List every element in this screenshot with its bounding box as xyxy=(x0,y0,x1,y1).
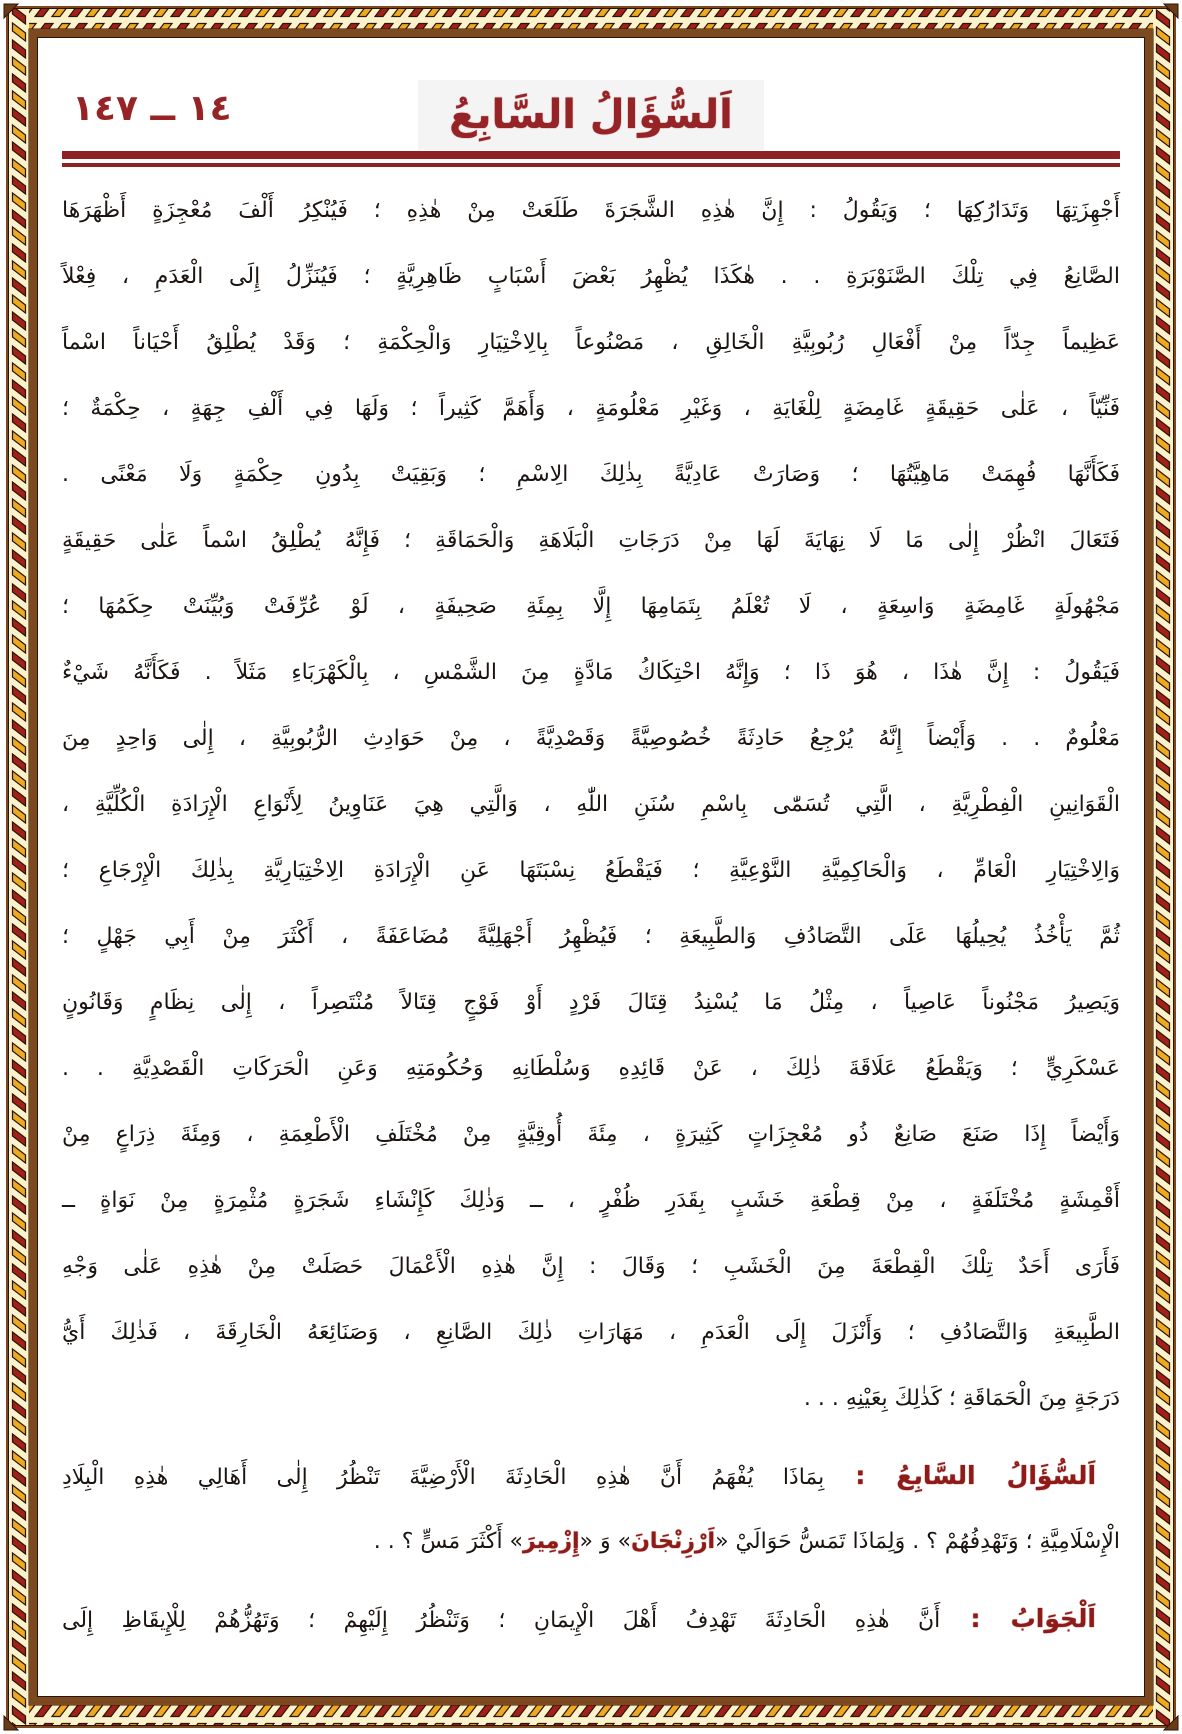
text-segment: عَسْكَرِيٍّ ؛ وَيَقْطَعُ عَلَاقَةَ ذٰلِكَ ، عَنْ قَائِدِهِ وَسُلْطَانِهِ وَحُكُومَتِهِ وَعَنِ الْحَرَكَاتِ الْقَصْدِيَّةِ . . xyxy=(62,1056,1120,1081)
body-text xyxy=(62,178,1120,1652)
text-line xyxy=(62,1168,1120,1234)
text-line xyxy=(62,1300,1120,1366)
text-segment: عَظِيماً جِدّاً مِنْ أَفْعَالِ رُبُوبِيَّةِ الْخَالِقِ ، مَصْنُوعاً بِالِاخْتِيَارِ وَالْحِكْمَةِ ؛ وَقَدْ يُطْلِقُ أَحْيَاناً اسْماً xyxy=(62,330,1120,355)
paragraph-lead: اَلْجَوَابُ : xyxy=(940,1604,1096,1633)
text-line xyxy=(62,772,1120,838)
text-line xyxy=(62,1509,1120,1575)
page-number: ١٤ ــ ١٤٧ xyxy=(72,88,232,129)
double-rule xyxy=(62,151,1120,167)
page-title: اَلسُّؤَالُ السَّابِعُ xyxy=(418,80,764,150)
text-segment: » وَ « xyxy=(579,1529,632,1554)
text-line xyxy=(62,244,1120,310)
text-line xyxy=(62,310,1120,376)
text-segment: الصَّانِعُ فِي تِلْكَ الصَّنَوْبَرَةِ . . هٰكَذَا يُظْهِرُ بَعْضَ أَسْبَابٍ ظَاهِرِيَّةٍ ؛ فَيُنَزِّلُ إِلَى الْعَدَمِ ، فِعْلاً xyxy=(62,264,1120,289)
text-line xyxy=(62,1234,1120,1300)
text-segment: فَيَقُولُ : إِنَّ هٰذَا ، هُوَ ذَا ؛ وَإِنَّهُ احْتِكَاكُ مَادَّةٍ مِنَ الشَّمْسِ ، بِالْكَهْرَبَاءِ مَثَلاً . فَكَأَنَّهُ شَيْءٌ xyxy=(62,660,1120,685)
text-segment: الطَّبِيعَةِ وَالتَّصَادُفِ ؛ وَأَنْزَلَ إِلَى الْعَدَمِ ، مَهَارَاتِ ذٰلِكَ الصَّانِعِ ، وَصَنَائِعَهُ الْخَارِقَةَ ، فَذٰلِكَ أَيُّ xyxy=(62,1320,1120,1345)
place-name: إِزْمِيرَ xyxy=(523,1529,580,1554)
text-segment: مَعْلُومٌ . . وَأَيْضاً إِنَّهُ يُرْجِعُ حَادِثَةً خُصُوصِيَّةً وَقَصْدِيَّةً ، مِنْ حَوَادِثِ الرُّبُوبِيَّةِ ، إِلٰى وَاحِدٍ مِنَ xyxy=(62,726,1120,751)
text-segment: أَجْهِزَتِهَا وَتَدَارُكِهَا ؛ وَيَقُولُ : إِنَّ هٰذِهِ الشَّجَرَةَ طَلَعَتْ مِنْ هٰذِهِ ؛ فَيُنْكِرُ أَلْفَ مُعْجِزَةٍ أَظْهَرَهَا xyxy=(62,198,1120,223)
text-line xyxy=(62,706,1120,772)
text-segment: فَنِّيّاً ، عَلٰى حَقِيقَةٍ غَامِضَةٍ لِلْغَايَةِ ، وَغَيْرِ مَعْلُومَةٍ ، وَأَهَمَّ كَثِيراً ؛ وَلَهَا فِي أَلْفِ جِهَةٍ ، حِكْمَةٌ ؛ xyxy=(62,396,1120,421)
text-line xyxy=(62,508,1120,574)
text-line xyxy=(62,1586,1120,1652)
place-name: اَرْزِنْجَانَ xyxy=(631,1529,716,1554)
text-line xyxy=(62,904,1120,970)
text-segment: بِمَاذَا يُفْهَمُ أَنَّ هٰذِهِ الْحَادِثَةَ الْأَرْضِيَّةَ تَنْظُرُ إِلٰى أَهَالِي هٰذِهِ الْبِلَادِ xyxy=(62,1465,825,1490)
text-line xyxy=(62,838,1120,904)
text-segment: وَالِاخْتِيَارِ الْعَامِّ ، وَالْحَاكِمِيَّةِ النَّوْعِيَّةِ ؛ فَيَقْطَعُ نِسْبَتَهَا عَنِ الْإِرَادَةِ الِاخْتِيَارِيَّةِ بِذٰلِكَ الْإِرْجَاعِ ؛ xyxy=(62,858,1120,883)
paragraph-lead: اَلسُّؤَالُ السَّابِعُ : xyxy=(824,1461,1097,1490)
text-line xyxy=(62,376,1120,442)
text-line xyxy=(62,640,1120,706)
text-segment: دَرَجَةٍ مِنَ الْحَمَاقَةِ ؛ كَذٰلِكَ بِعَيْنِهِ . . . xyxy=(803,1386,1120,1411)
text-line xyxy=(62,1443,1120,1509)
text-segment: وَيَصِيرُ مَجْنُوناً عَاصِياً ، مِثْلُ مَا يُسْنِدُ قِتَالَ فَرْدٍ أَوْ فَوْجٍ قِتَالاً مُنْتَصِراً ، إِلٰى نِظَامٍ وَقَانُونٍ xyxy=(62,990,1120,1015)
text-segment: أَنَّ هٰذِهِ الْحَادِثَةَ تَهْدِفُ أَهْلَ الْإِيمَانِ ؛ وَتَنْظُرُ إِلَيْهِمْ ؛ وَتَهُزُّهُمْ لِلْإِيقَاظِ إِلَى xyxy=(62,1608,941,1633)
rule-bottom-bar xyxy=(62,163,1120,167)
rule-top-bar xyxy=(62,151,1120,159)
text-segment: فَتَعَالَ انْظُرْ إِلٰى مَا لَا نِهَايَةَ لَهَا مِنْ دَرَجَاتِ الْبَلَاهَةِ وَالْحَمَاقَةِ ؛ فَإِنَّهُ يُطْلِقُ اسْماً عَلٰى حَقِيقَةٍ xyxy=(62,528,1120,553)
text-segment: الْإِسْلَامِيَّةِ ؛ وَتَهْدِفُهُمْ ؟ . وَلِمَاذَا تَمَسُّ حَوَالَيْ « xyxy=(715,1529,1120,1554)
text-line xyxy=(62,1102,1120,1168)
text-line xyxy=(62,1036,1120,1102)
text-segment: وَأَيْضاً إِذَا صَنَعَ صَانِعٌ ذُو مُعْجِزَاتٍ كَثِيرَةٍ ، مِئَةَ أُوقِيَّةٍ مِنْ مُخْتَلَفِ الْأَطْعِمَةِ ، وَمِئَةَ ذِرَاعٍ مِنْ xyxy=(62,1122,1120,1147)
text-segment: أَقْمِشَةٍ مُخْتَلَفَةٍ ، مِنْ قِطْعَةِ خَشَبٍ بِقَدَرِ ظُفْرٍ ، ــ وَذٰلِكَ كَإِنْشَاءِ شَجَرَةٍ مُثْمِرَةٍ مِنْ نَوَاةٍ ــ xyxy=(62,1188,1120,1213)
text-line xyxy=(62,574,1120,640)
text-line xyxy=(62,970,1120,1036)
text-segment: » أَكْثَرَ مَسٍّ ؟ . . xyxy=(373,1529,524,1554)
text-line xyxy=(62,442,1120,508)
text-line xyxy=(62,1366,1120,1432)
page-header xyxy=(62,0,1120,150)
text-segment: مَجْهُولَةٍ غَامِضَةٍ وَاسِعَةٍ ، لَا تُعْلَمُ بِتَمَامِهَا إِلَّا بِمِئَةِ صَحِيفَةٍ ، لَوْ عُرِّفَتْ وَبُيِّنَتْ حِكَمُهَا ؛ xyxy=(62,594,1120,619)
text-segment: الْقَوَانِينِ الْفِطْرِيَّةِ ، الَّتِي تُسَمّٰى بِاسْمِ سُنَنِ اللّٰهِ ، وَالَّتِي هِيَ عَنَاوِينُ لِأَنْوَاعِ الْإِرَادَةِ الْكُلِّيَّةِ ، xyxy=(62,792,1120,817)
text-segment: ثُمَّ يَأْخُذُ يُحِيلُهَا عَلَى التَّصَادُفِ وَالطَّبِيعَةِ ؛ فَيُظْهِرُ أَجْهَلِيَّةً مُضَاعَفَةً ، أَكْثَرَ مِنْ أَبِي جَهْلٍ ؛ xyxy=(62,924,1120,949)
text-line xyxy=(62,178,1120,244)
text-segment: فَأَرَى أَحَدٌ تِلْكَ الْقِطْعَةَ مِنَ الْخَشَبِ ؛ وَقَالَ : إِنَّ هٰذِهِ الْأَعْمَالَ حَصَلَتْ مِنْ هٰذِهِ عَلٰى وَجْهِ xyxy=(62,1254,1120,1279)
text-segment: فَكَأَنَّهَا فُهِمَتْ مَاهِيَّتُهَا ؛ وَصَارَتْ عَادِيَّةً بِذٰلِكَ الِاسْمِ ؛ وَبَقِيَتْ بِدُونِ حِكْمَةٍ وَلَا مَعْنًى . xyxy=(62,462,1120,487)
